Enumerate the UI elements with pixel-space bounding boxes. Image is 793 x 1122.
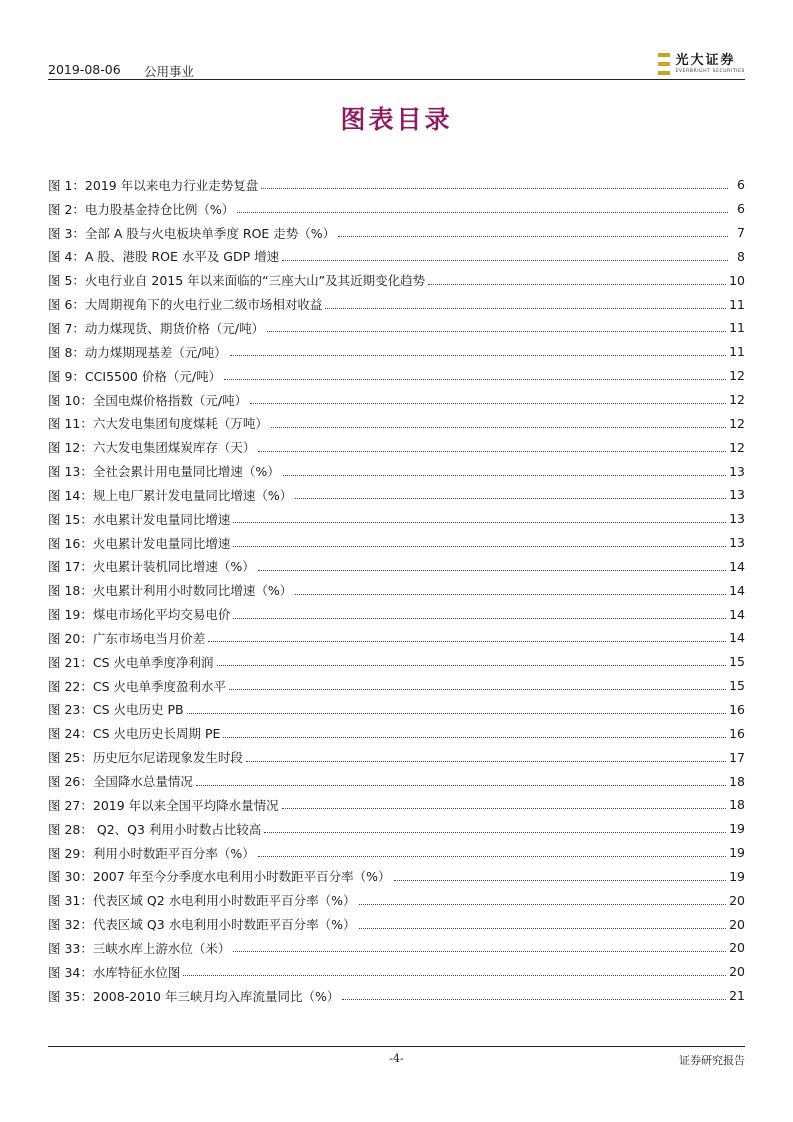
toc-entry[interactable] [48, 531, 745, 555]
toc-entry-label: 图 5：火电行业自 2015 年以来面临的“三座大山”及其近期变化趋势 [48, 273, 426, 289]
toc-entry-page: 6 [737, 177, 745, 193]
toc-dot-leader [295, 498, 726, 499]
toc-entry-label: 图 25：历史厄尔尼诺现象发生时段 [48, 750, 243, 766]
toc-entry-label: 图 19：煤电市场化平均交易电价 [48, 607, 231, 623]
sector-label: 公用事业 [144, 64, 195, 79]
toc-dot-leader [250, 403, 726, 404]
toc-entry-label: 图 21：CS 火电单季度净利润 [48, 654, 214, 670]
footer-divider [48, 1046, 745, 1047]
toc-dot-leader [267, 331, 726, 332]
toc-dot-leader [233, 522, 726, 523]
toc-entry-label: 图 27：2019 年以来全国平均降水量情况 [48, 797, 279, 813]
toc-dot-leader [359, 928, 727, 929]
toc-entry[interactable] [48, 483, 745, 507]
toc-dot-leader [264, 832, 726, 833]
toc-entry[interactable] [48, 674, 745, 698]
toc-entry[interactable] [48, 960, 745, 984]
toc-entry[interactable] [48, 221, 745, 245]
toc-entry[interactable] [48, 650, 745, 674]
toc-entry-page: 15 [729, 678, 745, 694]
toc-dot-leader [359, 904, 727, 905]
toc-entry-page: 14 [729, 606, 745, 622]
toc-entry-page: 20 [729, 892, 745, 908]
toc-entry[interactable] [48, 340, 745, 364]
toc-entry-page: 19 [729, 845, 745, 861]
toc-entry-page: 13 [729, 511, 745, 527]
toc-entry[interactable] [48, 864, 745, 888]
toc-dot-leader [208, 641, 726, 642]
report-date: 2019-08-06 [48, 62, 121, 77]
toc-entry-page: 14 [729, 558, 745, 574]
toc-dot-leader [223, 737, 726, 738]
toc-entry-page: 21 [729, 988, 745, 1004]
toc-dot-leader [224, 379, 726, 380]
company-logo [658, 50, 745, 78]
toc-entry-label: 图 33：三峡水库上游水位（米） [48, 940, 231, 956]
toc-entry[interactable] [48, 292, 745, 316]
toc-entry-label: 图 23：CS 火电历史 PB [48, 702, 184, 718]
toc-entry-label: 图 24：CS 火电历史长周期 PE [48, 726, 221, 742]
toc-entry-page: 7 [737, 225, 745, 241]
toc-entry[interactable] [48, 173, 745, 197]
toc-dot-leader [338, 236, 728, 237]
logo-mark-icon [658, 53, 672, 75]
toc-entry[interactable] [48, 411, 745, 435]
toc-dot-leader [295, 594, 726, 595]
toc-entry[interactable] [48, 936, 745, 960]
toc-entry-page: 11 [729, 320, 745, 336]
toc-entry-page: 14 [729, 630, 745, 646]
toc-entry[interactable] [48, 578, 745, 602]
toc-entry-page: 12 [729, 368, 745, 384]
toc-entry-page: 20 [729, 964, 745, 980]
toc-dot-leader [233, 618, 726, 619]
toc-entry[interactable] [48, 602, 745, 626]
toc-dot-leader [233, 546, 726, 547]
toc-dot-leader [342, 999, 726, 1000]
toc-entry-page: 10 [729, 272, 745, 288]
toc-entry-label: 图 11：六大发电集团旬度煤耗（万吨） [48, 416, 268, 432]
toc-entry-page: 13 [729, 535, 745, 551]
toc-entry[interactable] [48, 912, 745, 936]
toc-entry-label: 图 8：动力煤期现基差（元/吨） [48, 344, 227, 360]
toc-entry-page: 15 [729, 654, 745, 670]
toc-dot-leader [325, 308, 726, 309]
toc-entry-page: 14 [729, 582, 745, 598]
toc-dot-leader [282, 808, 726, 809]
toc-dot-leader [258, 570, 726, 571]
toc-dot-leader [258, 451, 726, 452]
toc-dot-leader [282, 260, 728, 261]
toc-entry-page: 11 [729, 296, 745, 312]
toc-entry-label: 图 6：大周期视角下的火电行业二级市场相对收益 [48, 297, 323, 313]
toc-dot-leader [233, 951, 726, 952]
toc-entry[interactable] [48, 698, 745, 722]
toc-entry-page: 8 [737, 248, 745, 264]
toc-entry-label: 图 14：规上电厂累计发电量同比增速（%） [48, 487, 293, 503]
toc-entry[interactable] [48, 793, 745, 817]
toc-entry-page: 6 [737, 201, 745, 217]
toc-entry-label: 图 34：水库特征水位图 [48, 964, 181, 980]
toc-entry-label: 图 26：全国降水总量情况 [48, 774, 193, 790]
toc-entry-label: 图 4：A 股、港股 ROE 水平及 GDP 增速 [48, 249, 280, 265]
toc-entry-page: 19 [729, 821, 745, 837]
table-of-figures [48, 173, 745, 1008]
toc-entry[interactable] [48, 459, 745, 483]
toc-entry[interactable] [48, 769, 745, 793]
page-header [48, 52, 745, 80]
toc-entry-label: 图 22：CS 火电单季度盈利水平 [48, 678, 227, 694]
toc-dot-leader [237, 212, 728, 213]
toc-entry-label: 图 20：广东市场电当月价差 [48, 630, 206, 646]
toc-entry-page: 12 [729, 439, 745, 455]
toc-dot-leader [230, 355, 726, 356]
toc-entry-page: 18 [729, 797, 745, 813]
toc-entry[interactable] [48, 626, 745, 650]
toc-dot-leader [187, 713, 726, 714]
toc-entry-label: 图 28： Q2、Q3 利用小时数占比较高 [48, 821, 262, 837]
toc-entry-label: 图 15：水电累计发电量同比增速 [48, 511, 231, 527]
page-number: -4- [389, 1052, 404, 1065]
toc-entry[interactable] [48, 888, 745, 912]
toc-dot-leader [183, 975, 726, 976]
toc-entry-page: 19 [729, 868, 745, 884]
toc-entry-label: 图 17：火电累计装机同比增速（%） [48, 559, 255, 575]
toc-entry-page: 16 [729, 725, 745, 741]
toc-entry[interactable] [48, 268, 745, 292]
toc-entry-label: 图 7：动力煤现货、期货价格（元/吨） [48, 320, 265, 336]
toc-entry-label: 图 16：火电累计发电量同比增速 [48, 535, 231, 551]
toc-entry[interactable] [48, 745, 745, 769]
toc-entry[interactable] [48, 984, 745, 1008]
toc-entry[interactable] [48, 841, 745, 865]
toc-entry[interactable] [48, 721, 745, 745]
toc-entry-page: 17 [729, 749, 745, 765]
toc-dot-leader [271, 427, 726, 428]
toc-entry-label: 图 12：六大发电集团煤炭库存（天） [48, 440, 256, 456]
toc-dot-leader [258, 856, 726, 857]
report-type-label: 证券研究报告 [679, 1054, 745, 1067]
toc-entry-page: 16 [729, 701, 745, 717]
toc-entry-page: 13 [729, 463, 745, 479]
toc-entry-label: 图 1：2019 年以来电力行业走势复盘 [48, 177, 259, 193]
toc-entry[interactable] [48, 364, 745, 388]
toc-entry-page: 20 [729, 940, 745, 956]
toc-dot-leader [196, 785, 726, 786]
toc-entry-label: 图 13：全社会累计用电量同比增速（%） [48, 464, 280, 480]
toc-entry-label: 图 18：火电累计利用小时数同比增速（%） [48, 583, 293, 599]
toc-dot-leader [261, 188, 728, 189]
toc-entry-page: 12 [729, 415, 745, 431]
toc-entry[interactable] [48, 245, 745, 269]
toc-entry-page: 12 [729, 392, 745, 408]
toc-dot-leader [217, 665, 727, 666]
logo-english-name: EVERBRIGHT SECURITIES [675, 68, 745, 74]
toc-entry[interactable] [48, 388, 745, 412]
toc-dot-leader [283, 475, 726, 476]
toc-entry[interactable] [48, 316, 745, 340]
toc-entry[interactable] [48, 197, 745, 221]
toc-entry[interactable] [48, 555, 745, 579]
page-title: 图表目录 [340, 105, 453, 134]
toc-entry-page: 18 [729, 773, 745, 789]
toc-entry-label: 图 2：电力股基金持仓比例（%） [48, 201, 235, 217]
toc-entry-label: 图 32：代表区域 Q3 水电利用小时数距平百分率（%） [48, 917, 356, 933]
toc-entry-label: 图 9：CCI5500 价格（元/吨） [48, 368, 222, 384]
toc-entry[interactable] [48, 817, 745, 841]
header-divider [48, 79, 745, 80]
toc-entry-page: 20 [729, 916, 745, 932]
toc-entry-label: 图 29：利用小时数距平百分率（%） [48, 845, 255, 861]
toc-entry[interactable] [48, 507, 745, 531]
toc-entry-page: 11 [729, 344, 745, 360]
toc-entry-label: 图 30：2007 年至今分季度水电利用小时数距平百分率（%） [48, 869, 391, 885]
toc-entry-label: 图 35：2008-2010 年三峡月均入库流量同比（%） [48, 988, 340, 1004]
toc-entry[interactable] [48, 435, 745, 459]
logo-chinese-name: 光大证券 [675, 52, 736, 68]
toc-entry-label: 图 31：代表区域 Q2 水电利用小时数距平百分率（%） [48, 893, 356, 909]
toc-dot-leader [394, 880, 727, 881]
toc-entry-label: 图 10：全国电煤价格指数（元/吨） [48, 392, 248, 408]
toc-entry-label: 图 3：全部 A 股与火电板块单季度 ROE 走势（%） [48, 225, 336, 241]
toc-dot-leader [229, 689, 726, 690]
toc-dot-leader [246, 761, 726, 762]
toc-dot-leader [428, 284, 726, 285]
toc-entry-page: 13 [729, 487, 745, 503]
